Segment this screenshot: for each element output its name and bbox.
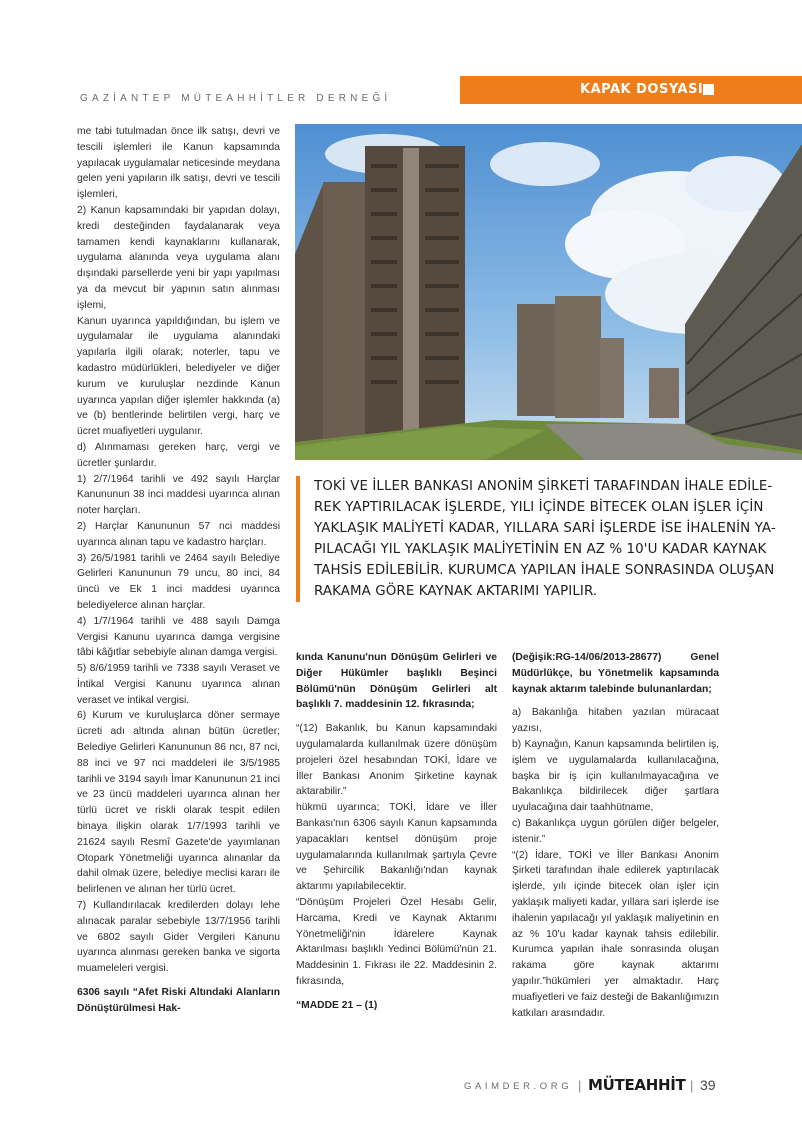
section-banner — [460, 76, 802, 104]
quote-line: YAKLAŞIK MALİYETİ KADAR, YILLARA SARİ İŞLERDE İSE İHALENİN YA- — [314, 521, 776, 536]
quote-line: TOKİ VE İLLER BANKASI ANONİM ŞİRKETİ TARAFINDAN İHALE EDİLE- — [314, 479, 773, 494]
paragraph: 1) 2/7/1964 tarihli ve 492 sayılı Harçlar Kanununun 38 inci maddesi uyarınca alınan noter harçları. — [77, 473, 280, 517]
pull-quote — [296, 476, 776, 602]
paragraph: 2) Kanun kapsamındaki bir yapıdan dolayı, kredi desteğinden faydalanarak veya tamamen kendi kaynaklarını kullanarak, uygulama alanında veya uygulama alanı dışındaki parsellerde yeni bir yapı yapılması ya da mevcut bir yapının satın alınması işlemi, — [77, 204, 280, 311]
paragraph: 2) Harçlar Kanununun 57 nci maddesi uyarınca alınan tapu ve kadastro harçları. — [77, 520, 280, 548]
paragraph: “(2) İdare, TOKİ ve İller Bankası Anonim Şirketi tarafından ihale edilerek yaptırılacak işlerde, yılı içinde bitecek olan işler için yaklaşık maliyeti kadar, yıllara sari işlerde ise ihalenin yapılacağı yıl yaklaşık maliyetinin en az % 10'u kadar kaynak tahsis edilebilir. Kurumca yapılan ihale sonrasında oluşan rakama göre kaynak aktarımı yapılır.”hükümleri yer almaktadır. Harç muafiyetleri ve faiz desteği de Bakanlığımızın katkıları arasındadır. — [512, 849, 719, 1019]
bold-paragraph: 6306 sayılı “Afet Riski Altındaki Alanların Dönüştürülmesi Hak- — [77, 987, 280, 1014]
quote-line: PILACAĞI YIL YAKLAŞIK MALİYETİNİN EN AZ % 10'U KADAR KAYNAK — [314, 542, 767, 557]
separator: | — [578, 1078, 582, 1093]
paragraph: 3) 26/5/1981 tarihli ve 2464 sayılı Belediye Gelirleri Kanununun 79 uncu, 80 inci, 84 üncü ve Ek 1 inci maddesi uyarınca belediyelerce alınan harçlar. — [77, 552, 280, 611]
quote-line: REK YAPTIRILACAK İŞLERDE, YILI İÇİNDE BİTECEK OLAN İŞLER İÇİN — [314, 500, 764, 515]
magazine-logo: MÜTEAHHİT — [588, 1076, 686, 1094]
bold-paragraph: “MADDE 21 – (1) — [296, 999, 378, 1011]
paragraph: 7) Kullandırılacak kredilerden dolayı lehe alınacak paralar sebebiyle 13/7/1956 tarihli ve 6802 sayılı Gider Vergileri Kanunu uyarınca alınması gereken banka ve sigorta muameleleri vergisi. — [77, 900, 280, 975]
paragraph: d) Alınmaması gereken harç, vergi ve ücretler şunlardır. — [77, 441, 280, 469]
square-icon — [703, 84, 714, 95]
paragraph: b) Kaynağın, Kanun kapsamında belirtilen iş, işlem ve uygulamalarda kullanılacağına, başka bir iş için kullanılmayacağına ve Bakanlıkça bildirilecek diğer şartlara uyulacağına dair taahhütname, — [512, 738, 719, 814]
quote-line: TAHSİS EDİLEBİLİR. KURUMCA YAPILAN İHALE SONRASINDA OLUŞAN — [314, 563, 775, 578]
quote-line: RAKAMA GÖRE KAYNAK AKTARIMI YAPILIR. — [314, 584, 598, 599]
association-name: GAZİANTEP MÜTEAHHİTLER DERNEĞİ — [80, 93, 392, 104]
tower-blocks-photo — [295, 124, 802, 460]
paragraph: me tabi tutulmadan önce ilk satışı, devri ve tescili işlemleri ile Kanun kapsamında yapılacak uygulamalar neticesinde meydana gelen yeni yapıların ilk satışı, devri ve tescili işlemleri, — [77, 126, 280, 201]
bold-paragraph: kında Kanunu'nun Dönüşüm Gelirleri ve Diğer Hükümler başlıklı Beşinci Bölümü'nün Dönüşüm Gelirleri alt başlıklı 7. maddesinin 12. fıkrasında; — [296, 652, 497, 711]
paragraph: “(12) Bakanlık, bu Kanun kapsamındaki uygulamalarda kullanılmak üzere dönüşüm projeleri özel hesabından TOKİ, İdare ve İller Bankası Anonim Şirketine kaynak aktarabilir.” — [296, 723, 497, 798]
column-right — [512, 650, 719, 1021]
column-middle — [296, 650, 497, 1014]
page-number: 39 — [700, 1077, 716, 1093]
website-link[interactable]: GAIMDER.ORG — [464, 1081, 573, 1092]
paragraph: a) Bakanlığa hitaben yazılan müracaat yazısı, — [512, 707, 719, 735]
paragraph: 5) 8/6/1959 tarihli ve 7338 sayılı Veraset ve İntikal Vergisi Kanunu uyarınca alınan veraset ve intikal vergisi. — [77, 663, 280, 706]
paragraph: 4) 1/7/1964 tarihli ve 488 sayılı Damga Vergisi Kanunu uyarınca damga vergisine tâbi kâğıtlar sebebiyle alınan damga vergisi. — [77, 615, 280, 659]
paragraph: c) Bakanlıkça uygun görülen diğer belgeler, istenir.” — [512, 817, 719, 845]
column-left — [77, 124, 280, 1017]
separator: | — [690, 1078, 694, 1093]
paragraph: Kanun uyarınca yapıldığından, bu işlem ve uygulamalar ile uygulama alanındaki yapılarla ilgili olarak; noterler, tapu ve kadastro müdürlükleri, belediyeler ve diğer kurum ve kuruluşlar nezdinde Kanun uyarınca yapılan diğer işlemler hakkında (a) ve (b) bentlerinde belirtilen vergi, harç ve ücret muafiyetleri uygulanır. — [77, 315, 280, 438]
paragraph: hükmü uyarınca; TOKİ, İdare ve İller Bankası'nın 6306 sayılı Kanun kapsamında yapacakları kentsel dönüşüm proje uygulamalarında kullanılmak şartıyla Çevre ve Şehircilik Bakanlığı'ndan kaynak aktarımı yapılabilecektir. — [296, 802, 497, 893]
bold-paragraph: (Değişik:RG-14/06/2013-28677) Genel Müdürlükçe, bu Yönetmelik kapsamında kaynak aktarım talebinde bulunanlardan; — [512, 652, 719, 695]
section-title: KAPAK DOSYASI — [580, 82, 704, 97]
paragraph: “Dönüşüm Projeleri Özel Hesabı Gelir, Harcama, Kredi ve Kaynak Aktarımı Yönetmeliği'nin İdarelere Kaynak Aktarılması başlıklı Yedinci Bölümü'nün 21. Maddesinin 1. Fıkrası ile 22. Maddesinin 2. fıkrasında, — [296, 896, 497, 987]
paragraph: 6) Kurum ve kuruluşlarca döner sermaye ücreti adı altında alınan bütün ücretler; Belediye Gelirleri Kanununun 86 ncı, 87 nci, 88 inci ve 97 nci maddeleri ile 3/5/1985 tarihli ve 3194 sayılı İmar Kanununun 21 inci ve 23 üncü maddeleri uyarınca alınan her türlü ücret ve riskli olarak tespit edilen binaya ilişkin olarak 1/7/1993 tarihli ve 21624 sayılı Resmî Gazete'de yayımlanan Otopark Yönetmeliği uyarınca alınanlar da dahil olmak üzere, belediye meclisi kararı ile belirlenen ve alınan her türlü ücret. — [77, 710, 280, 896]
